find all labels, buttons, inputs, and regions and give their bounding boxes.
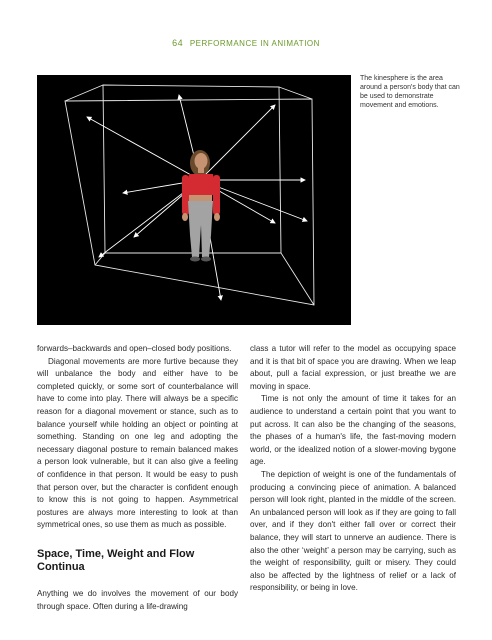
running-head: [0, 38, 492, 48]
person-figure: [182, 150, 220, 262]
figure-caption: The kinesphere is the area around a person's body that can be used to demonstrate movement and emotions.: [360, 75, 460, 109]
page-number: 64: [172, 38, 184, 48]
paragraph: Time is not only the amount of time it takes for an audience to understand a certain point that you want to put across. It can also be the changing of the seasons, the phases of a human's life, the fast-moving modern world, or the idealized notion of a slower-moving bygone age.: [250, 394, 456, 467]
paragraph: class a tutor will refer to the model as occupying space and it is that bit of space you are drawing. When we leap about, pull a facial expression, or just breathe we are moving in space.: [250, 344, 456, 391]
kinesphere-figure: [37, 75, 351, 325]
paragraph: Diagonal movements are more furtive because they will unbalance the body and either have to be completed quickly, or some sort of counterbalance will have to come into play. There will always be a specific reason for a diagonal movement or stance, such as to balance yourself while holding an object or pointing at something. Standing on one leg and adopting the necessary diagonal posture to remain balanced makes a person look vulnerable, but it can also give a feeling of confidence in that person. It would be easy to push that person over, but the character is confident enough to know this is not going to happen. Asymmetrical postures are always more interesting to look at than symmetrical ones, so use them as much as possible.: [37, 356, 238, 530]
kinesphere-illustration: [37, 75, 351, 325]
left-column: [37, 343, 238, 613]
paragraph: The depiction of weight is one of the fundamentals of producing a convincing piece of animation. A balanced person will look right, planted in the middle of the screen. An unbalanced person will look as if they are going to fall over, and if they don't either fall over or correct their balance, they will start to unnerve an audience. There is also the other ‘weight’ a person may be carrying, such as the weight of responsibility, guilt or misery. They could also be affected by the lightness of relief or a lack of responsibility, or being in love.: [250, 469, 456, 593]
right-column: [250, 343, 456, 595]
paragraph: forwards–backwards and open–closed body positions.: [37, 344, 232, 353]
section-heading: Space, Time, Weight and Flow Continua: [37, 547, 195, 573]
paragraph: Anything we do involves the movement of our body through space. Often during a life-drawing: [37, 588, 238, 611]
running-head-title: PERFORMANCE IN ANIMATION: [189, 39, 320, 48]
